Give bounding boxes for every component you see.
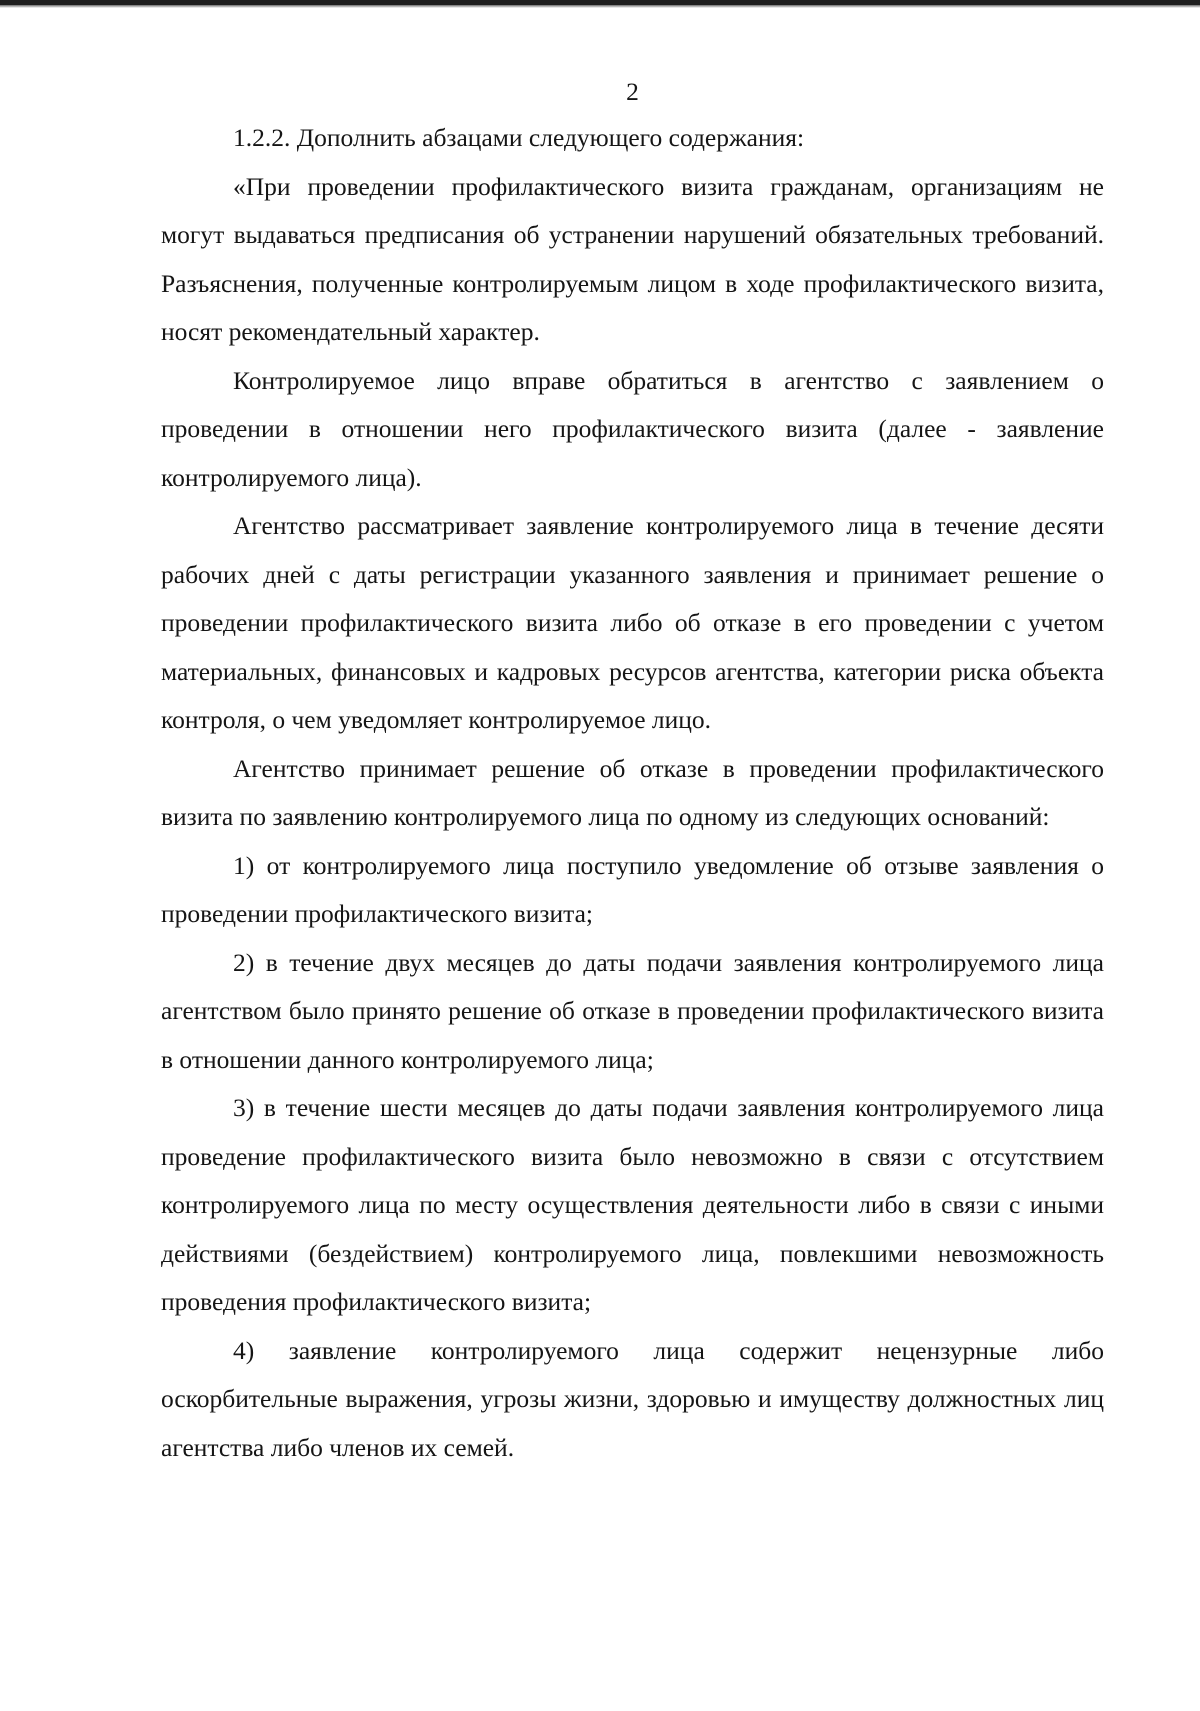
paragraph-refusal-grounds: Агентство принимает решение об отказе в проведении профилактического визита по заявлению контролируемого лица по одному из следующих оснований: xyxy=(161,753,1104,831)
paragraph-application-right: Контролируемое лицо вправе обратиться в агентство с заявлением о проведении в отношении него профилактического визита (далее - заявление контролируемого лица). xyxy=(161,365,1104,492)
list-item-ground-1: 1) от контролируемого лица поступило уведомление об отзыве заявления о проведении профилактического визита; xyxy=(161,850,1104,928)
list-item-ground-2: 2) в течение двух месяцев до даты подачи заявления контролируемого лица агентством было принято решение об отказе в проведении профилактического визита в отношении данного контролируемого лица; xyxy=(161,947,1104,1074)
list-item-ground-4: 4) заявление контролируемого лица содержит нецензурные либо оскорбительные выражения, угрозы жизни, здоровью и имуществу должностных лиц агентства либо членов их семей. xyxy=(161,1335,1104,1462)
paragraph-visit-rules: «При проведении профилактического визита гражданам, организациям не могут выдаваться предписания об устранении нарушений обязательных требований. Разъяснения, полученные контролируемым лицом в ходе профилактического визита, носят рекомендательный характер. xyxy=(161,171,1104,346)
list-item-ground-3: 3) в течение шести месяцев до даты подачи заявления контролируемого лица проведение профилактического визита было невозможно в связи с отсутствием контролируемого лица по месту осуществления деятельности либо в связи с иными действиями (бездействием) контролируемого лица, повлекшими невозможность проведения профилактического визита; xyxy=(161,1093,1104,1316)
paragraph-amendment-heading: 1.2.2. Дополнить абзацами следующего содержания: xyxy=(233,123,805,152)
paragraph-application-review: Агентство рассматривает заявление контролируемого лица в течение десяти рабочих дней с даты регистрации указанного заявления и принимает решение о проведении профилактического визита либо об отказе в его проведении с учетом материальных, финансовых и кадровых ресурсов агентства, категории риска объекта контроля, о чем уведомляет контролируемое лицо. xyxy=(161,511,1104,734)
page-number: 2 xyxy=(626,77,639,106)
